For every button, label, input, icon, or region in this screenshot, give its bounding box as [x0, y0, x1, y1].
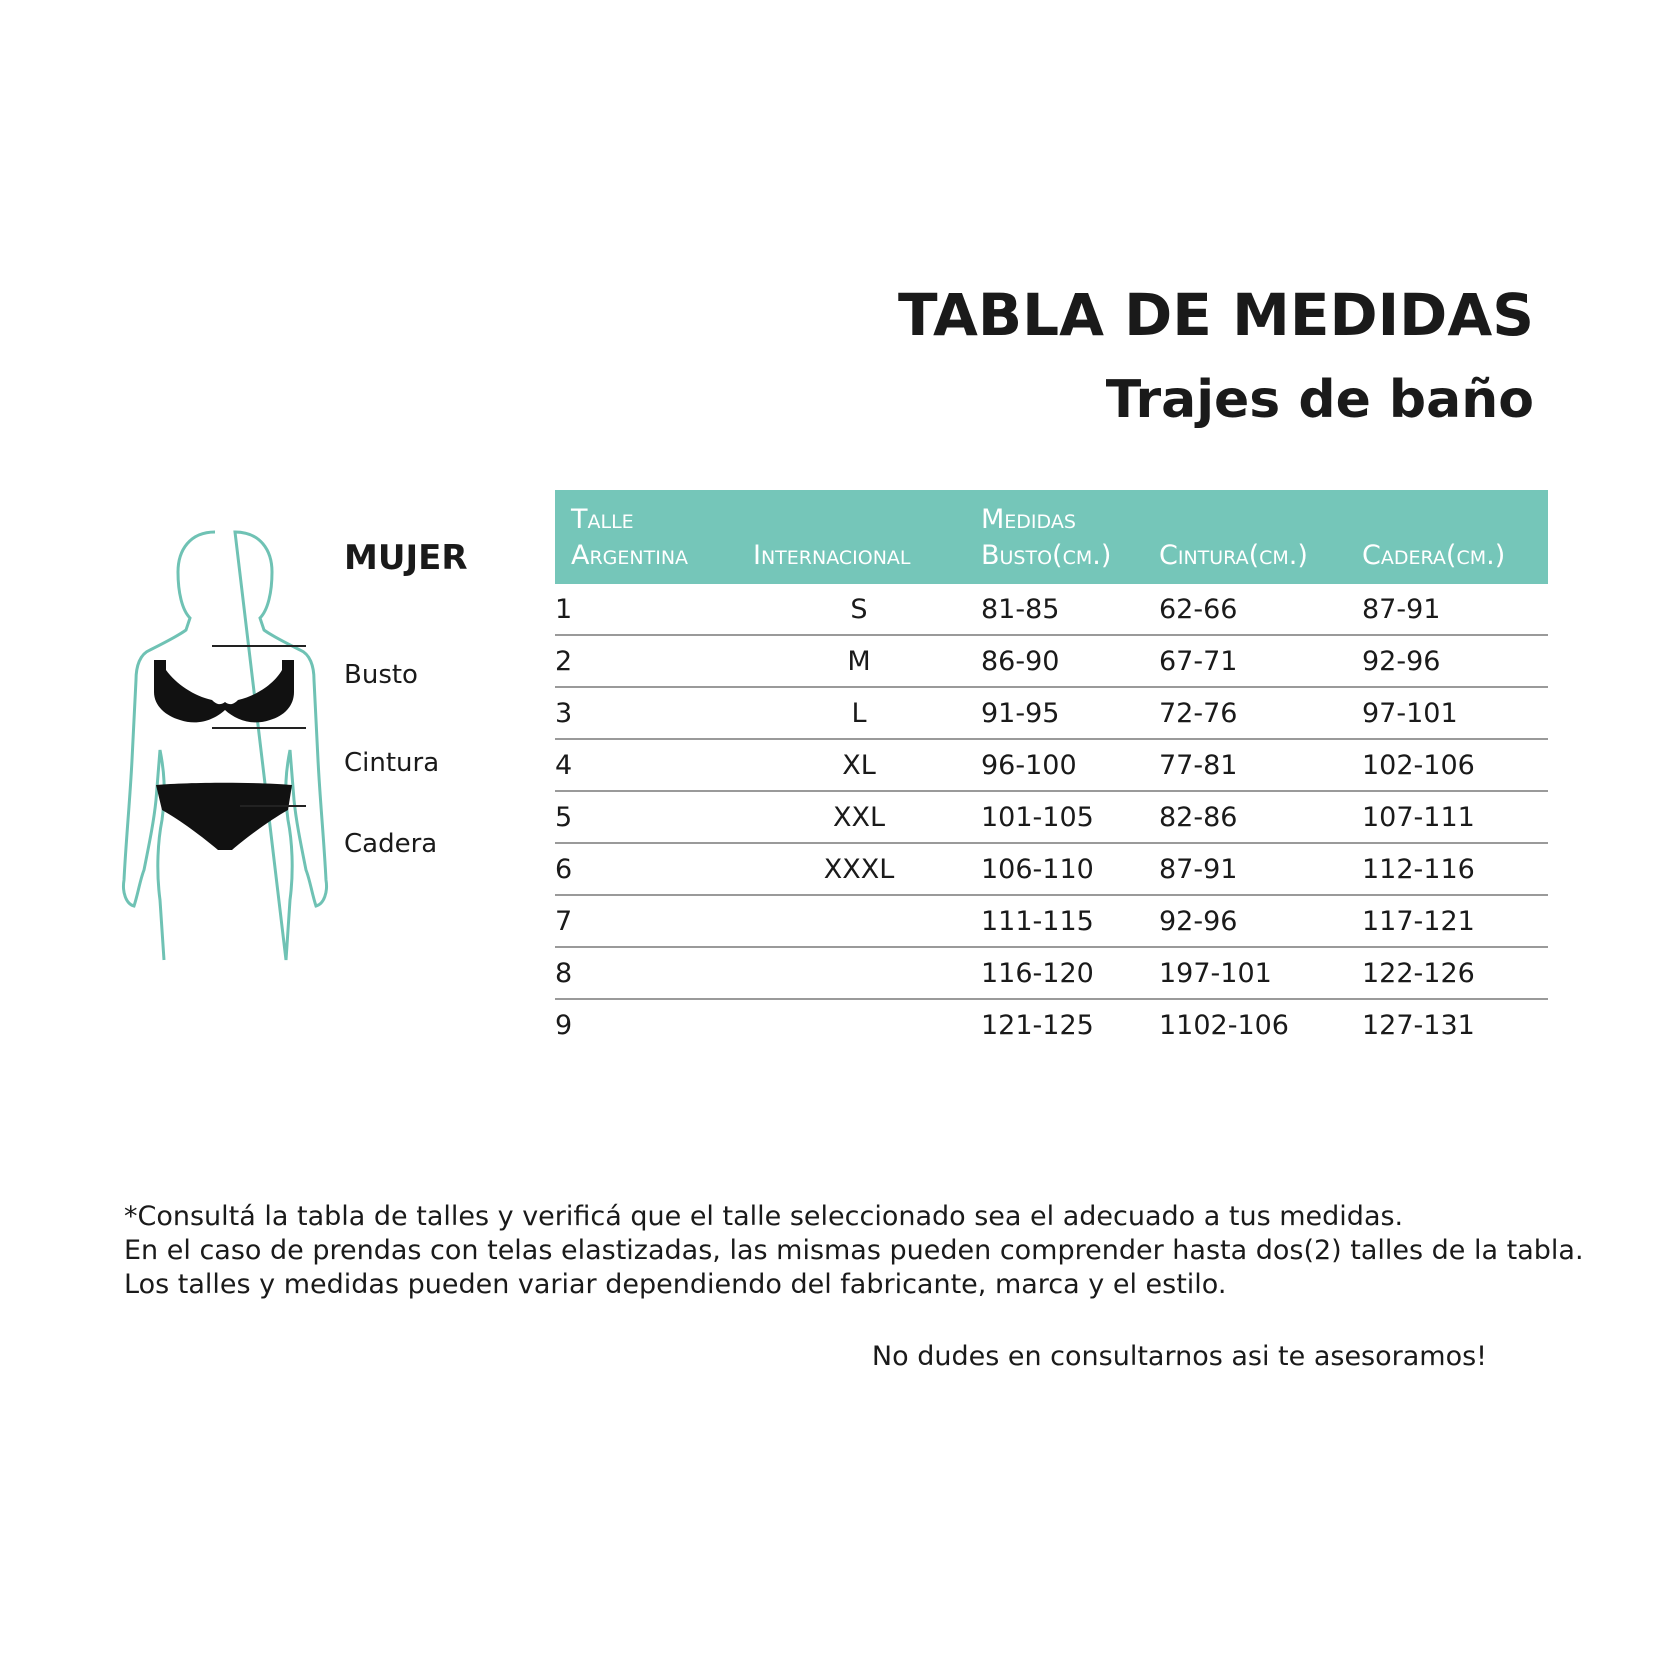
cell-busto: 121-125: [981, 1009, 1094, 1041]
cell-internacional: L: [749, 687, 981, 739]
cell-internacional: M: [749, 635, 981, 687]
table-row: [555, 999, 1548, 1050]
cadera-label: Cadera: [344, 829, 438, 859]
table-row: [555, 843, 1548, 895]
closing-message: No dudes en consultarnos asi te asesoramos!: [871, 1341, 1487, 1372]
cintura-label: Cintura: [344, 748, 440, 778]
cell-talle-argentina: 4: [555, 739, 749, 791]
cell-cadera: 117-121: [1362, 895, 1548, 947]
cell-talle-argentina: 6: [555, 843, 749, 895]
silhouette-outline: [123, 532, 326, 960]
size-table-header-row: [555, 490, 1548, 584]
cell-cadera: 107-111: [1362, 791, 1548, 843]
note-line: Los talles y medidas pueden variar dependiendo del fabricante, marca y el estilo.: [124, 1269, 1227, 1300]
page-subtitle: Trajes de baño: [1105, 370, 1534, 430]
cell-internacional: XXL: [749, 791, 981, 843]
cell-talle-argentina: 7: [555, 895, 749, 947]
cell-cadera: 127-131: [1362, 1009, 1475, 1041]
table-row: [555, 947, 1548, 999]
cell-cadera: 122-126: [1362, 947, 1548, 999]
cell-internacional: [749, 895, 981, 947]
title-block: [898, 282, 1534, 432]
cell-cadera: 102-106: [1362, 739, 1548, 791]
cell-busto: 96-100: [981, 739, 1159, 791]
cell-cintura: 82-86: [1159, 791, 1362, 843]
cell-talle-argentina: 1: [555, 584, 749, 635]
figure-heading: MUJER: [344, 538, 468, 578]
cell-internacional: XL: [749, 739, 981, 791]
cell-cintura: 62-66: [1159, 584, 1362, 635]
note-line: *Consultá la tabla de talles y verificá que el talle seleccionado sea el adecuado a tus medidas.: [124, 1201, 1404, 1232]
cell-busto: 111-115: [981, 895, 1159, 947]
cell-cintura: 1102-106: [1159, 1009, 1289, 1041]
woman-silhouette-illustration: [120, 520, 330, 970]
header-cadera: Cadera(cm.): [1362, 540, 1506, 571]
header-cintura: Cintura(cm.): [1159, 540, 1308, 571]
busto-label: Busto: [344, 660, 418, 690]
cell-cadera: 97-101: [1362, 687, 1548, 739]
size-notes: [124, 1200, 1584, 1302]
cell-busto: 86-90: [981, 635, 1159, 687]
cell-internacional: S: [749, 584, 981, 635]
cell-talle-argentina: 2: [555, 635, 749, 687]
cell-talle-argentina: 5: [555, 791, 749, 843]
cell-cadera: 87-91: [1362, 584, 1548, 635]
body-figure-area: [120, 520, 520, 970]
cell-busto: 101-105: [981, 791, 1159, 843]
cell-busto: 106-110: [981, 843, 1159, 895]
bra-garment: [154, 660, 294, 722]
page-title: TABLA DE MEDIDAS: [897, 281, 1534, 349]
cell-talle-argentina: 8: [555, 947, 749, 999]
table-row: [555, 895, 1548, 947]
cell-busto: 116-120: [981, 947, 1159, 999]
header-internacional: Internacional: [753, 540, 911, 571]
table-row: [555, 635, 1548, 687]
cell-cintura: 92-96: [1159, 895, 1362, 947]
cell-cadera: 92-96: [1362, 635, 1548, 687]
cell-talle-argentina: 3: [555, 687, 749, 739]
cell-cintura: 67-71: [1159, 635, 1362, 687]
cell-cintura: 87-91: [1159, 843, 1362, 895]
table-row: [555, 584, 1548, 635]
cell-internacional: [749, 947, 981, 999]
cell-cadera: 112-116: [1362, 843, 1548, 895]
cell-cintura: 72-76: [1159, 687, 1362, 739]
cell-talle-argentina: 9: [555, 1009, 573, 1041]
cell-cintura: 77-81: [1159, 739, 1362, 791]
cell-internacional: [749, 999, 981, 1050]
cell-busto: 81-85: [981, 584, 1159, 635]
table-row: [555, 687, 1548, 739]
header-busto: Medidas Busto(cm.): [981, 504, 1112, 571]
table-row: [555, 791, 1548, 843]
table-row: [555, 739, 1548, 791]
cell-cintura: 197-101: [1159, 947, 1362, 999]
cell-internacional: XXXL: [749, 843, 981, 895]
size-table: [555, 490, 1548, 1050]
cell-busto: 91-95: [981, 687, 1159, 739]
header-talle-argentina: Talle Argentina: [571, 504, 689, 571]
note-line: En el caso de prendas con telas elastizadas, las mismas pueden comprender hasta dos(2) talles de la tabla.: [124, 1235, 1584, 1266]
